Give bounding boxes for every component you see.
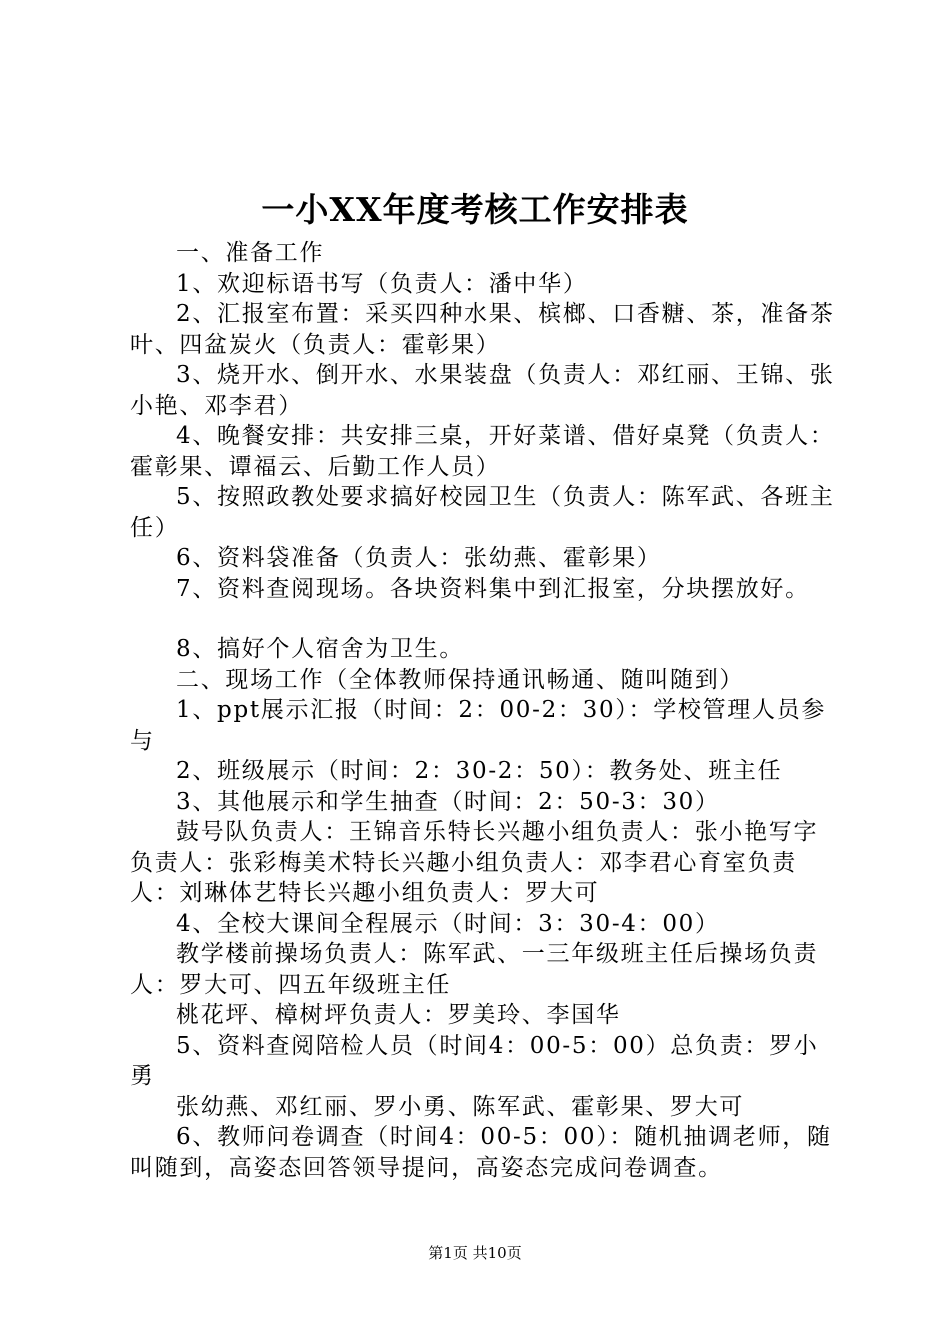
paragraph-item: 4、全校大课间全程展示（时间：3：30-4：00） [176,910,720,937]
paragraph-item: 1、ppt展示汇报（时间：2：00-2：30）：学校管理人员参与 [130,697,827,754]
paragraph-item: 1、欢迎标语书写（负责人：潘中华） [176,270,588,297]
paragraph-item: 6、教师问卷调查（时间4：00-5：00）：随机抽调老师，随叫随到，高姿态回答领导提问，高姿态完成问卷调查。 [130,1124,832,1181]
paragraph-item: 3、其他展示和学生抽查（时间：2：50-3：30） [176,788,720,815]
paragraph-item: 4、晚餐安排：共安排三桌，开好菜谱、借好桌凳（负责人：霍彰果、谭福云、后勤工作人员） [130,423,835,480]
paragraph-item: 桃花坪、樟树坪负责人：罗美玲、李国华 [176,1002,621,1028]
document-title: 一小XX年度考核工作安排表 [261,190,689,229]
paragraph-item: 8、搞好个人宿舍为卫生。 [176,636,465,662]
paragraph-item: 6、资料袋准备（负责人：张幼燕、霍彰果） [176,545,662,571]
paragraph-item: 2、班级展示（时间：2：30-2：50）：教务处、班主任 [176,758,783,784]
paragraph-item: 鼓号队负责人：王锦音乐特长兴趣小组负责人：张小艳写字负责人：张彩梅美术特长兴趣小组负责人：邓李君心育室负责人：刘琳体艺特长兴趣小组负责人：罗大可 [130,819,819,906]
document-body [130,238,840,1183]
page-number: 第1页 共10页 [428,1244,522,1262]
paragraph-item: 张幼燕、邓红丽、罗小勇、陈军武、霍彰果、罗大可 [176,1093,745,1120]
paragraph-item: 2、汇报室布置：采买四种水果、槟榔、口香糖、茶，准备茶叶、四盆炭火（负责人：霍彰果） [130,301,835,358]
section-heading-preparation: 一、准备工作 [176,240,325,266]
paragraph-item: 教学楼前操场负责人：陈军武、一三年级班主任后操场负责人：罗大可、四五年级班主任 [130,941,819,998]
paragraph-item: 5、按照政教处要求搞好校园卫生（负责人：陈军武、各班主任） [130,484,835,541]
section-heading-onsite: 二、现场工作（全体教师保持通讯畅通、随叫随到） [176,666,745,693]
paragraph-item: 5、资料查阅陪检人员（时间4：00-5：00）总负责：罗小勇 [130,1032,819,1089]
paragraph-item: 3、烧开水、倒开水、水果装盘（负责人：邓红丽、王锦、张小艳、邓李君） [130,362,835,419]
paragraph-item: 7、资料查阅现场。各块资料集中到汇报室，分块摆放好。 [176,575,810,602]
